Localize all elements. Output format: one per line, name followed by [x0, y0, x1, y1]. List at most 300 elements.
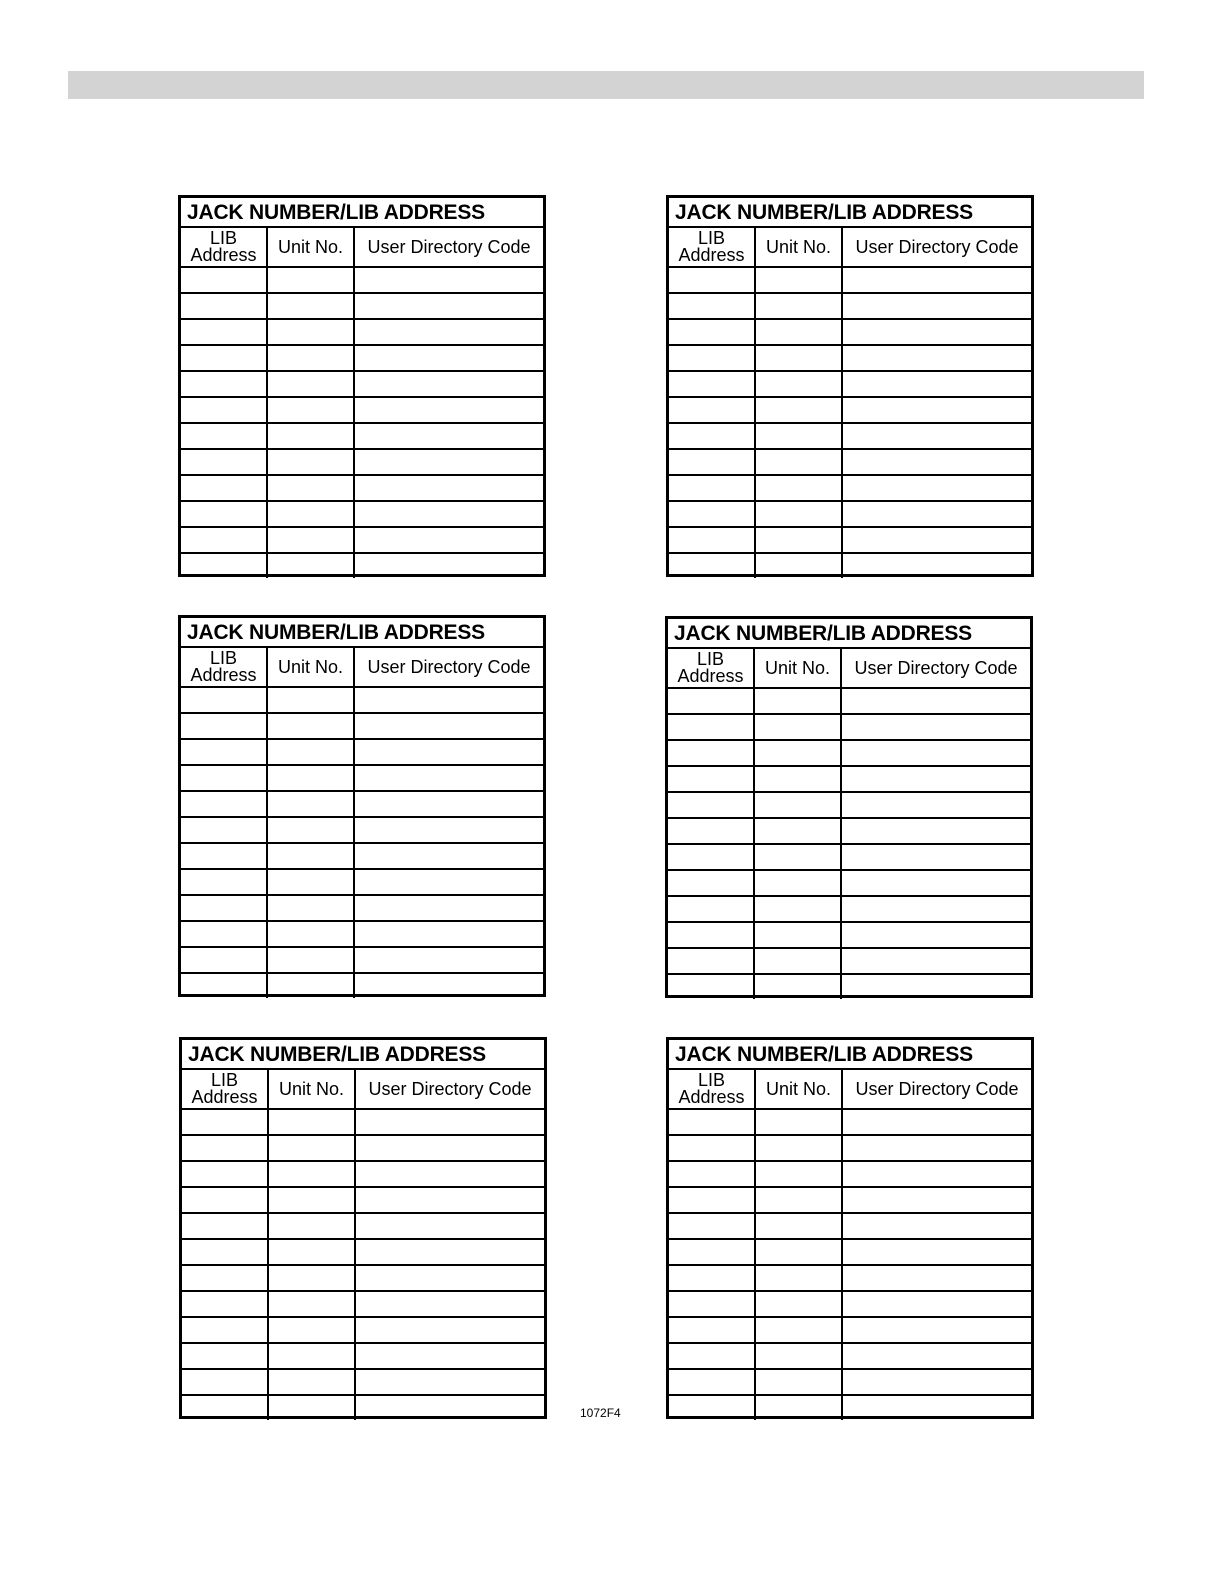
unit-no-cell[interactable] [755, 1135, 842, 1161]
unit-no-cell[interactable] [267, 765, 354, 791]
unit-no-cell[interactable] [755, 1343, 842, 1369]
user-directory-code-cell[interactable] [842, 1239, 1031, 1265]
user-directory-code-cell[interactable] [841, 974, 1030, 999]
lib-address-cell[interactable] [181, 345, 267, 371]
user-directory-code-cell[interactable] [354, 947, 543, 973]
lib-address-cell[interactable] [668, 922, 754, 948]
table-row [669, 1265, 1031, 1291]
table-row [668, 714, 1030, 740]
jack-table [669, 1070, 1031, 1420]
jack-table [182, 1070, 544, 1420]
card-title: JACK NUMBER/LIB ADDRESS [668, 619, 1030, 649]
table-row [669, 423, 1031, 449]
unit-no-cell[interactable] [267, 475, 354, 501]
user-directory-code-cell[interactable] [354, 791, 543, 817]
user-directory-code-cell[interactable] [842, 1291, 1031, 1317]
lib-address-cell[interactable] [181, 553, 267, 578]
user-directory-code-cell[interactable] [355, 1239, 544, 1265]
unit-no-cell[interactable] [754, 818, 841, 844]
lib-address-cell[interactable] [669, 423, 755, 449]
unit-no-cell[interactable] [268, 1395, 355, 1420]
unit-no-cell[interactable] [267, 267, 354, 293]
unit-no-cell[interactable] [755, 293, 842, 319]
lib-address-cell[interactable] [181, 527, 267, 553]
user-directory-code-cell[interactable] [354, 319, 543, 345]
lib-address-cell[interactable] [669, 449, 755, 475]
unit-no-cell[interactable] [754, 688, 841, 714]
lib-address-cell[interactable] [669, 1395, 755, 1420]
table-row [181, 973, 543, 998]
lib-address-cell[interactable] [668, 818, 754, 844]
lib-address-cell[interactable] [181, 449, 267, 475]
user-directory-code-cell[interactable] [842, 397, 1031, 423]
unit-no-cell[interactable] [755, 1239, 842, 1265]
lib-header-line1: LIB [209, 648, 238, 668]
lib-address-cell[interactable] [668, 714, 754, 740]
user-directory-code-cell[interactable] [842, 345, 1031, 371]
table-row [182, 1135, 544, 1161]
lib-address-cell[interactable] [669, 345, 755, 371]
table-row [669, 1109, 1031, 1135]
unit-no-cell[interactable] [267, 345, 354, 371]
unit-no-cell[interactable] [755, 1161, 842, 1187]
user-directory-code-cell[interactable] [842, 1265, 1031, 1291]
unit-no-cell[interactable] [267, 713, 354, 739]
unit-no-cell[interactable] [268, 1239, 355, 1265]
lib-address-cell[interactable] [668, 896, 754, 922]
table-row [668, 740, 1030, 766]
jack-number-card [178, 195, 546, 577]
unit-no-cell[interactable] [267, 397, 354, 423]
user-directory-code-cell[interactable] [354, 501, 543, 527]
jack-number-card [666, 195, 1034, 577]
lib-address-cell[interactable] [182, 1213, 268, 1239]
unit-no-cell[interactable] [755, 345, 842, 371]
unit-no-cell[interactable] [755, 475, 842, 501]
user-directory-code-cell[interactable] [355, 1343, 544, 1369]
user-directory-code-cell[interactable] [842, 1135, 1031, 1161]
lib-address-cell[interactable] [669, 1343, 755, 1369]
user-directory-code-cell[interactable] [841, 948, 1030, 974]
unit-no-cell[interactable] [755, 371, 842, 397]
table-row [669, 1161, 1031, 1187]
user-directory-code-cell[interactable] [841, 896, 1030, 922]
unit-no-cell[interactable] [267, 553, 354, 578]
unit-no-cell[interactable] [268, 1213, 355, 1239]
table-row [181, 869, 543, 895]
lib-address-cell[interactable] [669, 1369, 755, 1395]
unit-no-cell[interactable] [755, 1187, 842, 1213]
lib-address-cell[interactable] [669, 1187, 755, 1213]
lib-address-cell[interactable] [181, 397, 267, 423]
user-directory-code-cell[interactable] [841, 844, 1030, 870]
jack-table [668, 649, 1030, 999]
lib-address-cell[interactable] [182, 1343, 268, 1369]
unit-no-cell[interactable] [755, 1317, 842, 1343]
unit-no-cell[interactable] [755, 449, 842, 475]
user-directory-code-cell[interactable] [355, 1369, 544, 1395]
user-directory-code-cell[interactable] [842, 1109, 1031, 1135]
lib-header-line2: Address [191, 1087, 258, 1107]
user-directory-code-cell[interactable] [354, 397, 543, 423]
user-directory-code-cell[interactable] [354, 371, 543, 397]
column-header-user-directory-code: User Directory Code [842, 1070, 1031, 1109]
lib-address-cell[interactable] [181, 713, 267, 739]
card-title: JACK NUMBER/LIB ADDRESS [181, 618, 543, 648]
table-row [668, 974, 1030, 999]
unit-no-cell[interactable] [755, 1291, 842, 1317]
unit-no-cell[interactable] [268, 1265, 355, 1291]
unit-no-cell[interactable] [267, 791, 354, 817]
table-row [668, 844, 1030, 870]
user-directory-code-cell[interactable] [842, 1213, 1031, 1239]
user-directory-code-cell[interactable] [842, 501, 1031, 527]
column-header-lib-address [181, 648, 267, 687]
user-directory-code-cell[interactable] [841, 922, 1030, 948]
unit-no-cell[interactable] [755, 501, 842, 527]
lib-address-cell[interactable] [181, 765, 267, 791]
unit-no-cell[interactable] [267, 687, 354, 713]
lib-address-cell[interactable] [181, 739, 267, 765]
lib-header-line1: LIB [697, 1070, 726, 1090]
unit-no-cell[interactable] [754, 870, 841, 896]
user-directory-code-cell[interactable] [842, 293, 1031, 319]
lib-address-cell[interactable] [668, 688, 754, 714]
unit-no-cell[interactable] [268, 1135, 355, 1161]
card-title: JACK NUMBER/LIB ADDRESS [181, 198, 543, 228]
table-row [669, 475, 1031, 501]
lib-address-cell[interactable] [181, 921, 267, 947]
user-directory-code-cell[interactable] [354, 739, 543, 765]
user-directory-code-cell[interactable] [842, 1317, 1031, 1343]
lib-address-cell[interactable] [669, 397, 755, 423]
jack-number-card [665, 616, 1033, 998]
unit-no-cell[interactable] [267, 527, 354, 553]
user-directory-code-cell[interactable] [354, 345, 543, 371]
lib-address-cell[interactable] [669, 527, 755, 553]
user-directory-code-cell[interactable] [842, 1343, 1031, 1369]
user-directory-code-cell[interactable] [842, 267, 1031, 293]
table-row [181, 553, 543, 578]
user-directory-code-cell[interactable] [842, 1395, 1031, 1420]
table-row [669, 1369, 1031, 1395]
lib-address-cell[interactable] [669, 1109, 755, 1135]
lib-address-cell[interactable] [181, 423, 267, 449]
table-row [182, 1161, 544, 1187]
lib-address-cell[interactable] [669, 501, 755, 527]
table-row [181, 765, 543, 791]
lib-address-cell[interactable] [181, 973, 267, 998]
lib-address-cell[interactable] [181, 501, 267, 527]
unit-no-cell[interactable] [754, 792, 841, 818]
unit-no-cell[interactable] [267, 817, 354, 843]
card-title: JACK NUMBER/LIB ADDRESS [669, 1040, 1031, 1070]
unit-no-cell[interactable] [268, 1343, 355, 1369]
lib-header-line1: LIB [210, 1070, 239, 1090]
lib-address-cell[interactable] [182, 1395, 268, 1420]
unit-no-cell[interactable] [755, 1265, 842, 1291]
unit-no-cell[interactable] [755, 553, 842, 578]
unit-no-cell[interactable] [755, 267, 842, 293]
user-directory-code-cell[interactable] [355, 1187, 544, 1213]
user-directory-code-cell[interactable] [354, 553, 543, 578]
lib-address-cell[interactable] [669, 1213, 755, 1239]
lib-address-cell[interactable] [182, 1109, 268, 1135]
user-directory-code-cell[interactable] [842, 423, 1031, 449]
unit-no-cell[interactable] [267, 371, 354, 397]
unit-no-cell[interactable] [754, 896, 841, 922]
lib-address-cell[interactable] [669, 267, 755, 293]
lib-address-cell[interactable] [668, 948, 754, 974]
table-row [669, 553, 1031, 578]
jack-number-card [178, 615, 546, 997]
user-directory-code-cell[interactable] [841, 792, 1030, 818]
table-row [181, 817, 543, 843]
lib-address-cell[interactable] [181, 843, 267, 869]
lib-address-cell[interactable] [182, 1161, 268, 1187]
unit-no-cell[interactable] [267, 921, 354, 947]
unit-no-cell[interactable] [755, 527, 842, 553]
column-header-user-directory-code: User Directory Code [354, 648, 543, 687]
table-row [669, 1395, 1031, 1420]
user-directory-code-cell[interactable] [841, 740, 1030, 766]
unit-no-cell[interactable] [267, 739, 354, 765]
user-directory-code-cell[interactable] [354, 527, 543, 553]
user-directory-code-cell[interactable] [354, 921, 543, 947]
user-directory-code-cell[interactable] [842, 371, 1031, 397]
unit-no-cell[interactable] [267, 449, 354, 475]
jack-table [181, 228, 543, 578]
user-directory-code-cell[interactable] [842, 449, 1031, 475]
lib-address-cell[interactable] [668, 766, 754, 792]
lib-address-cell[interactable] [182, 1239, 268, 1265]
lib-header-line2: Address [678, 1087, 745, 1107]
user-directory-code-cell[interactable] [841, 688, 1030, 714]
lib-address-cell[interactable] [669, 475, 755, 501]
unit-no-cell[interactable] [267, 973, 354, 998]
table-row [182, 1395, 544, 1420]
user-directory-code-cell[interactable] [354, 817, 543, 843]
table-header-row [669, 228, 1031, 267]
user-directory-code-cell[interactable] [841, 766, 1030, 792]
lib-address-cell[interactable] [181, 817, 267, 843]
unit-no-cell[interactable] [755, 319, 842, 345]
table-row [181, 527, 543, 553]
lib-address-cell[interactable] [181, 319, 267, 345]
lib-address-cell[interactable] [668, 844, 754, 870]
unit-no-cell[interactable] [755, 423, 842, 449]
user-directory-code-cell[interactable] [842, 1161, 1031, 1187]
user-directory-code-cell[interactable] [842, 1369, 1031, 1395]
table-row [181, 423, 543, 449]
lib-header-line1: LIB [697, 228, 726, 248]
user-directory-code-cell[interactable] [354, 267, 543, 293]
user-directory-code-cell[interactable] [354, 765, 543, 791]
unit-no-cell[interactable] [755, 1395, 842, 1420]
table-row [668, 922, 1030, 948]
user-directory-code-cell[interactable] [842, 527, 1031, 553]
user-directory-code-cell[interactable] [841, 818, 1030, 844]
table-row [181, 791, 543, 817]
table-row [181, 947, 543, 973]
card-title: JACK NUMBER/LIB ADDRESS [669, 198, 1031, 228]
unit-no-cell[interactable] [754, 714, 841, 740]
lib-address-cell[interactable] [182, 1187, 268, 1213]
unit-no-cell[interactable] [267, 293, 354, 319]
user-directory-code-cell[interactable] [354, 475, 543, 501]
unit-no-cell[interactable] [754, 974, 841, 999]
column-header-unit-no: Unit No. [755, 228, 842, 267]
user-directory-code-cell[interactable] [354, 449, 543, 475]
jack-number-card [666, 1037, 1034, 1419]
user-directory-code-cell[interactable] [841, 870, 1030, 896]
column-header-unit-no: Unit No. [754, 649, 841, 688]
unit-no-cell[interactable] [267, 843, 354, 869]
unit-no-cell[interactable] [268, 1109, 355, 1135]
lib-address-cell[interactable] [182, 1291, 268, 1317]
table-row [668, 870, 1030, 896]
lib-address-cell[interactable] [182, 1317, 268, 1343]
column-header-user-directory-code: User Directory Code [841, 649, 1030, 688]
user-directory-code-cell[interactable] [355, 1317, 544, 1343]
lib-address-cell[interactable] [181, 475, 267, 501]
unit-no-cell[interactable] [268, 1317, 355, 1343]
user-directory-code-cell[interactable] [355, 1291, 544, 1317]
unit-no-cell[interactable] [267, 423, 354, 449]
unit-no-cell[interactable] [268, 1187, 355, 1213]
lib-header-line2: Address [678, 245, 745, 265]
table-row [182, 1239, 544, 1265]
lib-address-cell[interactable] [181, 687, 267, 713]
lib-address-cell[interactable] [181, 791, 267, 817]
user-directory-code-cell[interactable] [355, 1265, 544, 1291]
lib-header-line2: Address [190, 245, 257, 265]
unit-no-cell[interactable] [755, 1369, 842, 1395]
table-row [669, 267, 1031, 293]
table-row [182, 1265, 544, 1291]
lib-address-cell[interactable] [181, 895, 267, 921]
figure-id: 1072F4 [580, 1406, 621, 1420]
unit-no-cell[interactable] [754, 922, 841, 948]
user-directory-code-cell[interactable] [355, 1161, 544, 1187]
user-directory-code-cell[interactable] [354, 423, 543, 449]
lib-address-cell[interactable] [182, 1265, 268, 1291]
table-row [669, 449, 1031, 475]
table-row [668, 766, 1030, 792]
table-header-row [181, 228, 543, 267]
user-directory-code-cell[interactable] [842, 475, 1031, 501]
unit-no-cell[interactable] [755, 1213, 842, 1239]
table-row [181, 345, 543, 371]
column-header-user-directory-code: User Directory Code [355, 1070, 544, 1109]
lib-address-cell[interactable] [669, 319, 755, 345]
unit-no-cell[interactable] [755, 397, 842, 423]
table-row [669, 501, 1031, 527]
user-directory-code-cell[interactable] [355, 1213, 544, 1239]
user-directory-code-cell[interactable] [842, 553, 1031, 578]
user-directory-code-cell[interactable] [355, 1395, 544, 1420]
lib-address-cell[interactable] [669, 1239, 755, 1265]
unit-no-cell[interactable] [267, 501, 354, 527]
user-directory-code-cell[interactable] [354, 713, 543, 739]
table-row [669, 1135, 1031, 1161]
unit-no-cell[interactable] [754, 948, 841, 974]
lib-address-cell[interactable] [181, 267, 267, 293]
user-directory-code-cell[interactable] [354, 687, 543, 713]
lib-address-cell[interactable] [181, 293, 267, 319]
table-row [181, 319, 543, 345]
table-row [181, 475, 543, 501]
unit-no-cell[interactable] [754, 844, 841, 870]
table-row [182, 1317, 544, 1343]
user-directory-code-cell[interactable] [355, 1109, 544, 1135]
lib-address-cell[interactable] [669, 293, 755, 319]
user-directory-code-cell[interactable] [354, 843, 543, 869]
column-header-unit-no: Unit No. [267, 228, 354, 267]
unit-no-cell[interactable] [267, 319, 354, 345]
lib-address-cell[interactable] [181, 371, 267, 397]
lib-address-cell[interactable] [669, 1317, 755, 1343]
column-header-lib-address [182, 1070, 268, 1109]
lib-address-cell[interactable] [669, 1135, 755, 1161]
lib-address-cell[interactable] [669, 1265, 755, 1291]
lib-address-cell[interactable] [669, 371, 755, 397]
unit-no-cell[interactable] [268, 1291, 355, 1317]
lib-address-cell[interactable] [668, 792, 754, 818]
unit-no-cell[interactable] [267, 869, 354, 895]
jack-table [669, 228, 1031, 578]
user-directory-code-cell[interactable] [354, 895, 543, 921]
lib-address-cell[interactable] [669, 1161, 755, 1187]
column-header-lib-address [668, 649, 754, 688]
lib-address-cell[interactable] [182, 1369, 268, 1395]
lib-address-cell[interactable] [668, 740, 754, 766]
lib-address-cell[interactable] [181, 947, 267, 973]
table-row [182, 1187, 544, 1213]
table-header-row [669, 1070, 1031, 1109]
lib-address-cell[interactable] [669, 1291, 755, 1317]
jack-number-card [179, 1037, 547, 1419]
table-header-row [668, 649, 1030, 688]
user-directory-code-cell[interactable] [842, 319, 1031, 345]
lib-address-cell[interactable] [181, 869, 267, 895]
user-directory-code-cell[interactable] [841, 714, 1030, 740]
user-directory-code-cell[interactable] [354, 869, 543, 895]
lib-address-cell[interactable] [182, 1135, 268, 1161]
table-header-row [182, 1070, 544, 1109]
unit-no-cell[interactable] [268, 1369, 355, 1395]
lib-address-cell[interactable] [668, 870, 754, 896]
unit-no-cell[interactable] [755, 1109, 842, 1135]
unit-no-cell[interactable] [754, 740, 841, 766]
user-directory-code-cell[interactable] [354, 973, 543, 998]
table-row [669, 1239, 1031, 1265]
user-directory-code-cell[interactable] [842, 1187, 1031, 1213]
table-row [181, 843, 543, 869]
table-row [181, 397, 543, 423]
lib-address-cell[interactable] [669, 553, 755, 578]
unit-no-cell[interactable] [267, 947, 354, 973]
lib-address-cell[interactable] [668, 974, 754, 999]
jack-table [181, 648, 543, 998]
user-directory-code-cell[interactable] [354, 293, 543, 319]
table-row [181, 687, 543, 713]
unit-no-cell[interactable] [754, 766, 841, 792]
table-row [669, 397, 1031, 423]
user-directory-code-cell[interactable] [355, 1135, 544, 1161]
unit-no-cell[interactable] [267, 895, 354, 921]
unit-no-cell[interactable] [268, 1161, 355, 1187]
